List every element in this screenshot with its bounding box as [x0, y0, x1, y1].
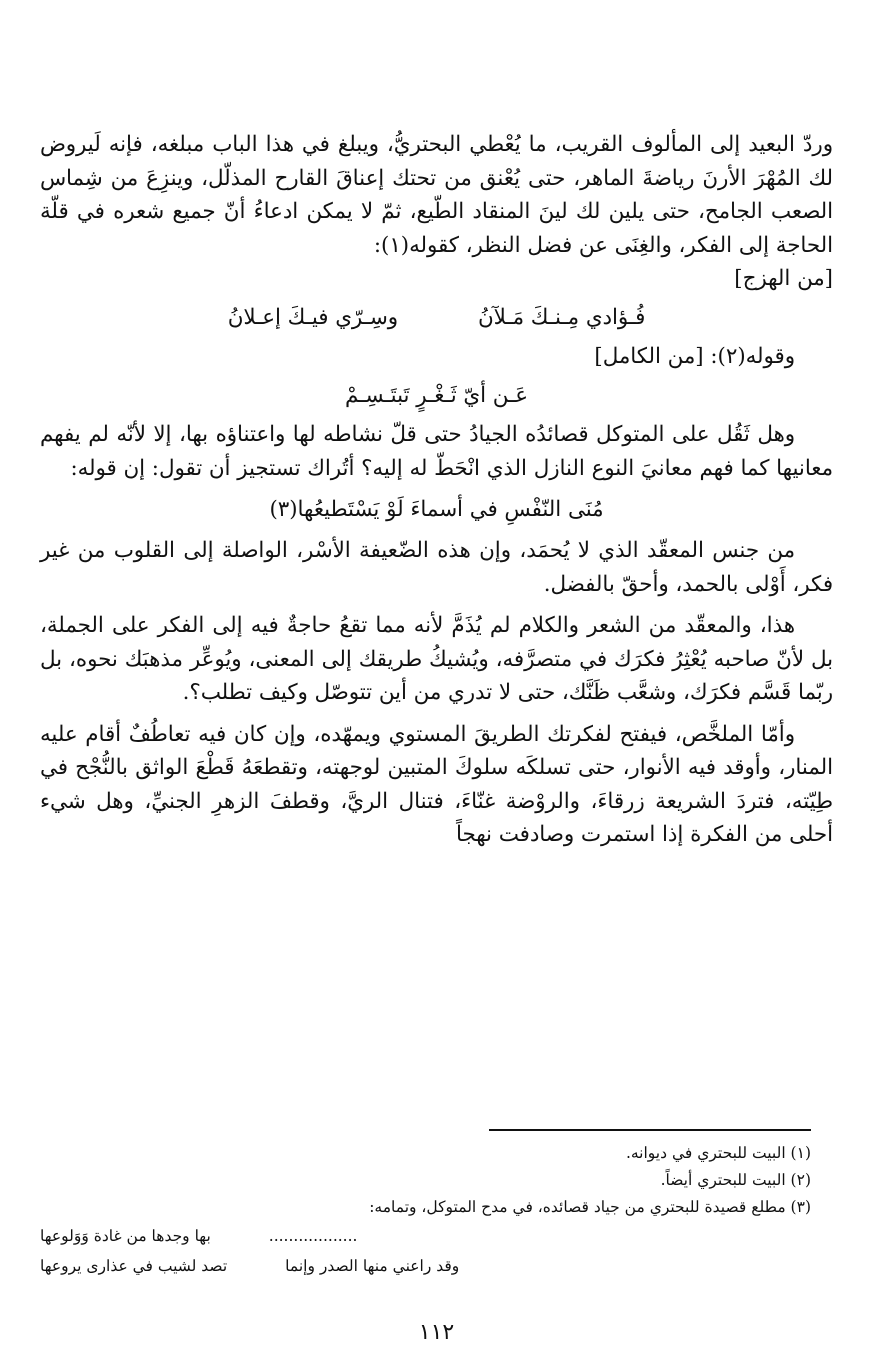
paragraph-5: هذا، والمعقّد من الشعر والكلام لم يُذَمَّ لأنه مما تقعُ حاجةٌ فيه إلى الفكر على الجملة، بل لأنّ صاحبه يُعْثِرُ فكرَك في متصرَّفه، ويُشيكُ طريقك إلى المعنى، ويُوعِّر مذهبَك نحوه، بل ربّما قَسَّم فكرَك، وشعَّب ظَنَّك، حتى لا تدري من أين تتوصّل وكيف تطلب؟.	[40, 613, 833, 705]
footnotes	[40, 1140, 811, 1281]
footnote-verse-1-second: بها وجدها من غادة وَوَلوعها	[40, 1227, 211, 1245]
page-number: ١١٢	[418, 1320, 455, 1345]
paragraph-1: وردّ البعيد إلى المألوف القريب، ما يُعْطي البحتريُّ، ويبلغ في هذا الباب مبلغه، فإنه لَيروض لك المُهْرَ الأرنَ رياضةَ الماهر، حتى يُعْنق من تحتك إعناقَ القارح المذلّل، وينزِعَ من شِماس الصعب الجامح، حتى يلين لك لينَ المنقاد الطّيع، ثمّ لا يمكن ادعاءُ أنّ جميع شعره في قلّة الحاجة إلى الفكر، والغِنَى عن فضل النظر، كقوله(١):	[40, 132, 833, 258]
footnote-2: (٢) البيت للبحتري أيضاً.	[660, 1171, 811, 1189]
verse-2: عَـن أيّ ثَـغْـرٍ تَبتَـسِـمْ	[345, 383, 528, 408]
footnote-separator	[489, 1129, 811, 1131]
meter-label-hazaj: [من الهزج]	[734, 266, 833, 291]
paragraph-3: وهل ثَقُل على المتوكل قصائدُه الجيادُ حتى قلّ نشاطه لها واعتناؤه بها، إلا لأنّه لم يفهم معانيها كما فهم معانيَ النوع النازل الذي انْحَطّ له إليه؟ أتُراك تستجيز أن تقول: إن قوله:	[40, 422, 833, 481]
footnote-verse-2-second: تصد لشيب في عذارى يروعها	[40, 1257, 228, 1275]
verse-1	[40, 300, 833, 336]
paragraph-6: وأمّا الملخَّص، فيفتح لفكرتك الطريقَ المستوي ويمهّده، وإن كان فيه تعاطُفٌ أقام عليه المنار، وأوقد فيه الأنوار، حتى تسلكَه سلوكَ المتبين لوجهته، وتقطعَهُ قَطْعَ الواثق بالنُّجْح في طِيّته، فتردَ الشريعة زرقاءَ، والروْضة غنّاءَ، فتنال الريَّ، وقطفَ الزهرِ الجنيِّ، وهل شيء أحلى من الفكرة إذا استمرت وصادفت نهجاً	[40, 721, 833, 847]
verse-3: مُنَى النّفْسِ في أسماءَ لَوْ يَسْتَطيعُها(٣)	[269, 497, 604, 522]
verse-1-second-hemistich: وسِـرّي فيـكَ إعـلانُ	[227, 304, 399, 330]
paragraph-4: من جنس المعقّد الذي لا يُحمَد، وإن هذه الضّعيفة الأسْر، الواصلة إلى القلوب من غير فكر، أَوْلى بالحمد، وأحقّ بالفضل.	[40, 538, 833, 597]
verse-1-first-hemistich: فُـؤادي مِـنـكَ مَـلآنُ	[478, 304, 646, 330]
footnote-verse-line-1	[40, 1221, 751, 1251]
footnote-3: (٣) مطلع قصيدة للبحتري من جياد قصائده، في مدح المتوكل، وتمامه:	[369, 1198, 811, 1216]
paragraph-2: وقوله(٢): [من الكامل]	[594, 343, 795, 369]
footnote-verse-line-2	[40, 1251, 751, 1281]
footnote-verse-2-first: وقد راعني منها الصدر وإنما	[285, 1257, 460, 1275]
footnote-verse-1-first: ..................	[268, 1227, 358, 1245]
footnote-1: (١) البيت للبحتري في ديوانه.	[625, 1144, 811, 1162]
page-body	[40, 128, 833, 852]
